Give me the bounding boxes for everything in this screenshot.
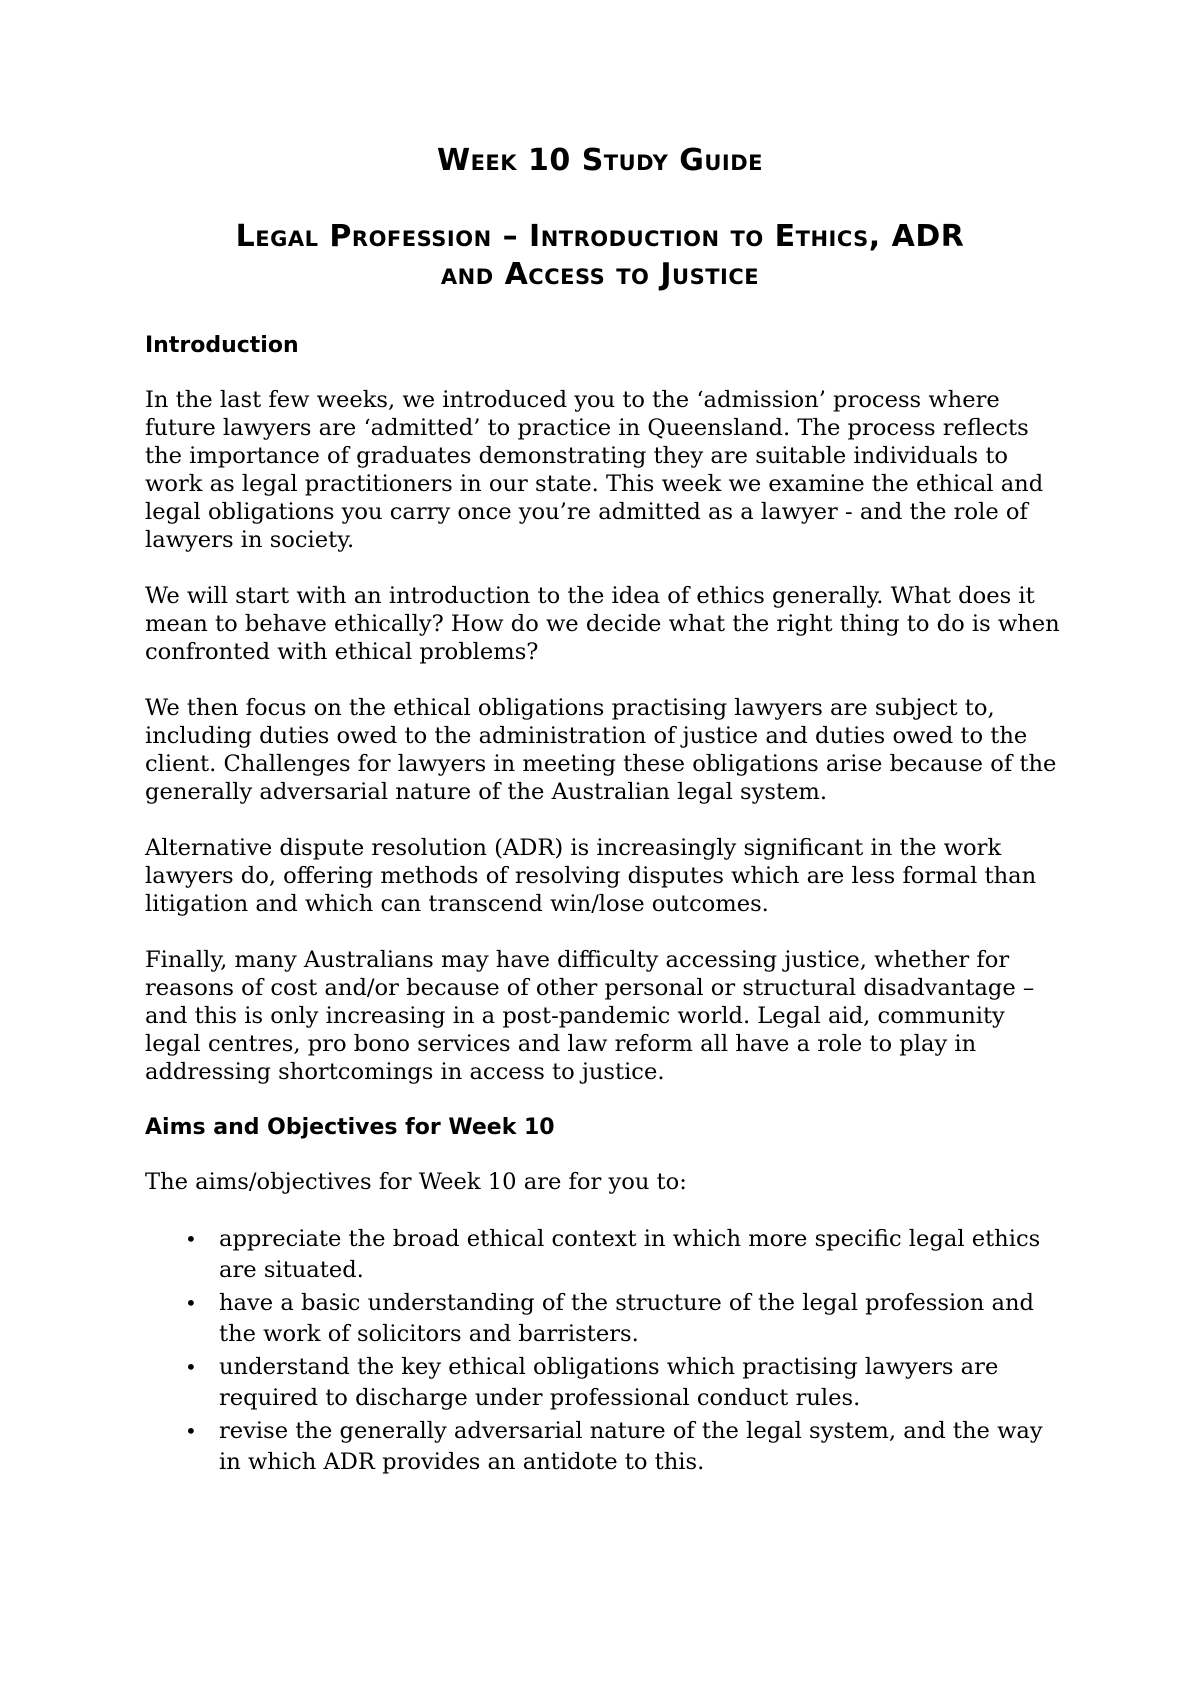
- bullet-icon: •: [185, 1291, 197, 1315]
- aims-list-item: [145, 1352, 1065, 1414]
- aims-list: [145, 1224, 1065, 1478]
- introduction-heading: Introduction: [145, 333, 299, 358]
- document-body: [145, 332, 1065, 1480]
- introduction-paragraph: Finally, many Australians may have difficulty accessing justice, whether for reasons of cost and/or because of other personal or structural disadvantage – and this is only increasing in a post-pandemic world. Legal aid, community legal centres, pro bono services and law reform all have a role to play in addressing shortcomings in access to justice.: [145, 947, 1035, 1085]
- document-title: Week 10 Study Guide: [437, 143, 763, 178]
- aims-heading: Aims and Objectives for Week 10: [145, 1115, 555, 1140]
- aims-list-item-text: have a basic understanding of the structure of the legal profession and the work of solicitors and barristers.: [219, 1290, 1034, 1347]
- aims-list-item-text: revise the generally adversarial nature of the legal system, and the way in which ADR provides an antidote to this.: [219, 1418, 1043, 1475]
- aims-list-item-text: appreciate the broad ethical context in which more specific legal ethics are situated.: [219, 1226, 1041, 1283]
- introduction-paragraph: In the last few weeks, we introduced you to the ‘admission’ process where future lawyers are ‘admitted’ to practice in Queensland. The process reflects the importance of graduates demonstrating they are suitable individuals to work as legal practitioners in our state. This week we examine the ethical and legal obligations you carry once you’re admitted as a lawyer - and the role of lawyers in society.: [145, 387, 1044, 553]
- aims-list-item-text: understand the key ethical obligations which practising lawyers are required to discharge under professional conduct rules.: [219, 1354, 999, 1411]
- introduction-section: [145, 332, 1065, 1086]
- bullet-icon: •: [185, 1355, 197, 1379]
- introduction-paragraph: Alternative dispute resolution (ADR) is increasingly significant in the work lawyers do, offering methods of resolving disputes which are less formal than litigation and which can transcend win/lose outcomes.: [145, 835, 1037, 917]
- aims-list-item: [145, 1224, 1065, 1286]
- aims-list-item: [145, 1288, 1065, 1350]
- bullet-icon: •: [185, 1419, 197, 1443]
- aims-list-item: [145, 1416, 1065, 1478]
- document-subtitle: Legal Profession – Introduction to Ethics, ADR and Access to Justice: [235, 219, 965, 292]
- bullet-icon: •: [185, 1227, 197, 1251]
- aims-section: [145, 1114, 1065, 1478]
- introduction-paragraph: We then focus on the ethical obligations practising lawyers are subject to, including duties owed to the administration of justice and duties owed to the client. Challenges for lawyers in meeting these obligations arise because of the generally adversarial nature of the Australian legal system.: [145, 695, 1057, 805]
- aims-intro: The aims/objectives for Week 10 are for you to:: [145, 1169, 687, 1195]
- introduction-paragraph: We will start with an introduction to the idea of ethics generally. What does it mean to behave ethically? How do we decide what the right thing to do is when confronted with ethical problems?: [145, 583, 1060, 665]
